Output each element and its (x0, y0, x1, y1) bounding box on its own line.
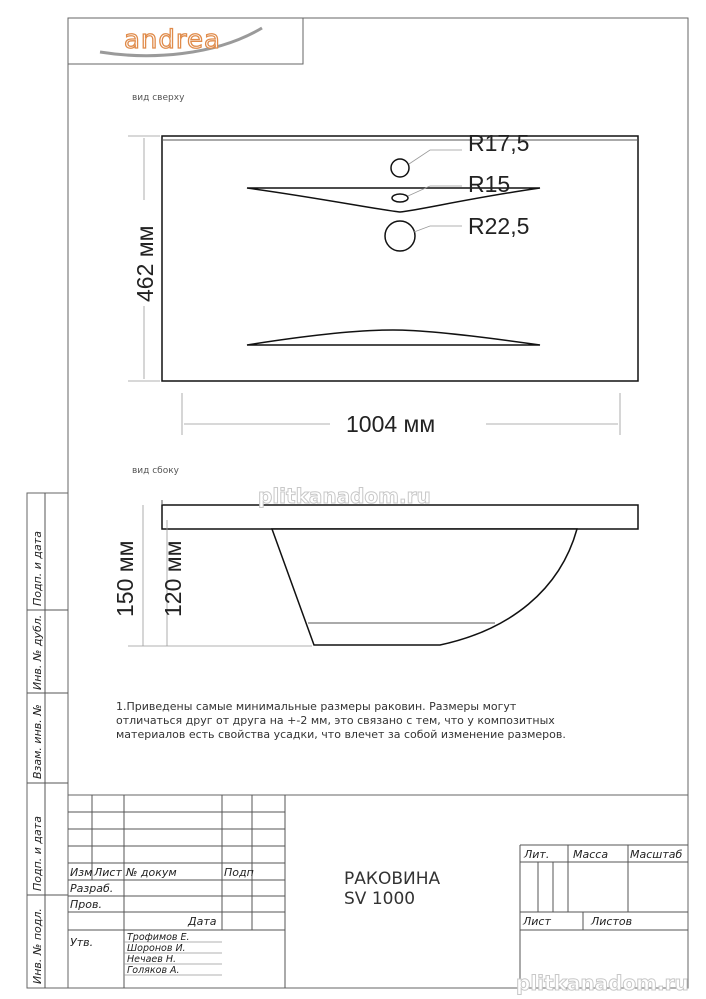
radius-label-r15: R15 (468, 171, 511, 197)
side-stamp-1: Подп. и дата (31, 531, 44, 606)
brand-logo: andrea (124, 25, 221, 55)
product-model: SV 1000 (344, 889, 416, 909)
tb-sheets-label: Листов (591, 915, 633, 928)
note-line-2: отличаться друг от друга на +-2 мм, это связано с тем, что у композитных (116, 714, 555, 727)
tb-header-podp: Подп (224, 866, 254, 879)
tb-row-utv: Утв. (70, 936, 94, 949)
tb-name-2: Шоронов И. (127, 943, 186, 954)
note-line-3: материалов есть свойства усадки, что влечет за собой изменение размеров. (116, 728, 566, 741)
tb-row-razrab: Разраб. (70, 882, 114, 895)
drain-hole (385, 221, 415, 251)
bowl-side-profile (272, 529, 577, 645)
side-height-inner-label: 120 мм (160, 540, 186, 617)
height-dimension-label: 462 мм (132, 225, 158, 302)
side-stamp-3: Взам. инв. № (31, 704, 44, 779)
tb-name-4: Голяков А. (127, 965, 180, 976)
tb-name-1: Трофимов Е. (127, 932, 190, 943)
product-name: РАКОВИНА (344, 869, 441, 889)
side-stamp (27, 493, 68, 988)
side-stamp-4: Подп. и дата (31, 816, 44, 891)
note-line-1: 1.Приведены самые минимальные размеры раковин. Размеры могут (116, 700, 517, 713)
top-view-label: вид сверху (132, 93, 185, 103)
radius-label-r225: R22,5 (468, 213, 530, 239)
tb-scale-label: Масштаб (630, 848, 683, 861)
tb-sheet-label: Лист (523, 915, 551, 928)
title-block (68, 795, 688, 988)
tb-row-prov: Пров. (70, 898, 102, 911)
tb-mass-label: Масса (573, 848, 609, 861)
radius-label-r175: R17,5 (468, 130, 530, 156)
tb-name-3: Нечаев Н. (127, 954, 177, 965)
side-height-outer-label: 150 мм (112, 540, 138, 617)
width-dimension-label: 1004 мм (346, 411, 436, 437)
tb-header-izm: Изм (70, 866, 93, 879)
sink-side-slab (162, 505, 638, 529)
side-view-label: вид сбоку (132, 466, 180, 476)
tb-date-label: Дата (188, 915, 217, 928)
side-stamp-5: Инв. № подл. (31, 908, 44, 984)
tb-lit-label: Лит. (524, 848, 550, 861)
tb-header-list: Лист (94, 866, 122, 879)
side-stamp-2: Инв. № дубл. (31, 614, 44, 690)
overflow-hole (392, 194, 408, 202)
tb-header-doc: № докум (126, 866, 177, 879)
tap-hole (391, 159, 409, 177)
watermark-center: plitkanadom.ru (258, 484, 431, 508)
watermark-bottom: plitkanadom.ru (516, 971, 689, 995)
